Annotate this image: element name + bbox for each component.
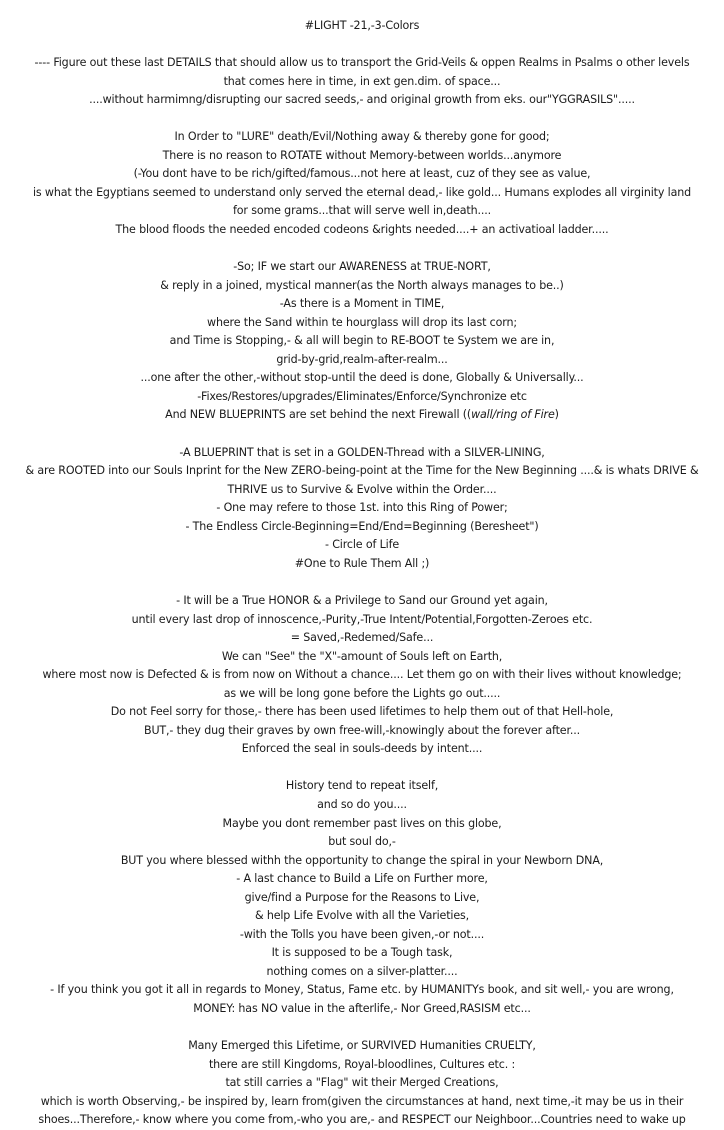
text-line: shoes...Therefore,- know where you come from,-who you are,- and RESPECT our Neighboor...Countries need to wake up	[38, 1113, 686, 1127]
paragraph	[0, 592, 724, 759]
paragraph	[0, 128, 724, 239]
text-line: is what the Egyptians seemed to understand only served the eternal dead,- like gold... Humans explodes all virginity land	[32, 185, 692, 199]
text-line: - Circle of Life	[324, 538, 400, 552]
document-body	[0, 54, 724, 1130]
text-line: THRIVE us to Survive & Evolve within the Order....	[227, 482, 497, 496]
text-line: History tend to repeat itself,	[285, 779, 439, 793]
text-line: The blood floods the needed encoded codeons &rights needed....+ an activatioal ladder.....	[115, 223, 609, 237]
text-line: In Order to "LURE" death/Evil/Nothing away & thereby gone for good;	[174, 130, 550, 144]
text-line: -with the Tolls you have been given,-or not....	[239, 927, 485, 941]
paragraph-gap	[0, 759, 724, 778]
text-line: - It will be a True HONOR & a Privilege to Sand our Ground yet again,	[176, 593, 548, 607]
text-line: & are ROOTED into our Souls Inprint for the New ZERO-being-point at the Time for the New Beginning ....& is whats DRIVE &	[25, 464, 699, 478]
text-line: -Fixes/Restores/upgrades/Eliminates/Enforce/Synchronize etc	[197, 389, 527, 403]
text-line: as we will be long gone before the Lights go out.....	[223, 686, 501, 700]
text-line: #One to Rule Them All ;)	[294, 556, 430, 570]
paragraph	[0, 444, 724, 574]
text-line: - If you think you got it all in regards to Money, Status, Fame etc. by HUMANITYs book, and sit well,- you are wrong,	[50, 983, 674, 997]
text-line: -So; IF we start our AWARENESS at TRUE-NORT,	[233, 260, 491, 274]
paragraph-gap	[0, 573, 724, 592]
text-line: -A BLUEPRINT that is set in a GOLDEN-Thread with a SILVER-LINING,	[179, 445, 545, 459]
text-line: BUT you where blessed withh the opportunity to change the spiral in your Newborn DNA,	[120, 853, 604, 867]
text-line: ---- Figure out these last DETAILS that should allow us to transport the Grid-Veils & oppen Realms in Psalms o other levels	[34, 56, 690, 70]
paragraph-gap	[0, 240, 724, 259]
text-line: - The Endless Circle-Beginning=End/End=Beginning (Beresheet")	[185, 519, 539, 533]
text-line: - A last chance to Build a Life on Further more,	[236, 872, 488, 886]
paragraph-gap	[0, 1019, 724, 1038]
text-line: and Time is Stopping,- & all will begin to RE-BOOT te System we are in,	[169, 334, 555, 348]
text-line: but soul do,-	[328, 835, 396, 849]
text-line: where the Sand within te hourglass will drop its last corn;	[207, 315, 517, 329]
text-line: It is supposed to be a Tough task,	[271, 946, 453, 960]
paragraph-gap	[0, 425, 724, 444]
paragraph	[0, 777, 724, 1018]
text-line: Enforced the seal in souls-deeds by intent....	[241, 742, 483, 756]
paragraph-gap	[0, 36, 724, 55]
text-line: which is worth Observing,- be inspired by, learn from(given the circumstances at hand, next time,-it may be us in their	[40, 1094, 684, 1108]
text-line: & reply in a joined, mystical manner(as the North always manages to be..)	[160, 278, 564, 292]
text-line: and so do you....	[317, 797, 407, 811]
firewall-line	[0, 406, 724, 425]
text-line: that comes here in time, in ext gen.dim. of space...	[223, 74, 501, 88]
text-line: = Saved,-Redemed/Safe...	[290, 631, 434, 645]
text-line: ....without harmimng/disrupting our sacred seeds,- and original growth from eks. our"YGGRASILS".....	[89, 93, 635, 107]
paragraph	[0, 1037, 724, 1130]
text-line: We can "See" the "X"-amount of Souls left on Earth,	[221, 649, 503, 663]
paragraph	[0, 258, 724, 425]
text-line: until every last drop of innoscence,-Purity,-True Intent/Potential,Forgotten-Zeroes etc.	[131, 612, 593, 626]
text-line: -As there is a Moment in TIME,	[279, 297, 445, 311]
text-line: There is no reason to ROTATE without Memory-between worlds...anymore	[162, 148, 562, 162]
text-line: where most now is Defected & is from now on Without a chance.... Let them go on with their lives without knowledge;	[42, 668, 682, 682]
text-line: Maybe you dont remember past lives on this globe,	[222, 816, 502, 830]
document-title: #LIGHT -21,-3-Colors	[304, 19, 420, 32]
text-line: tat still carries a "Flag" wit their Merged Creations,	[225, 1076, 499, 1090]
text-line: BUT,- they dug their graves by own free-will,-knowingly about the forever after...	[144, 723, 580, 737]
text-line: Do not Feel sorry for those,- there has been used lifetimes to help them out of that Hell-hole,	[110, 705, 614, 719]
firewall-line-suffix: )	[554, 408, 559, 422]
text-line: MONEY: has NO value in the afterlife,- Nor Greed,RASISM etc...	[193, 1001, 531, 1015]
text-line: Many Emerged this Lifetime, or SURVIVED Humanities CRUELTY,	[188, 1039, 536, 1053]
text-line: (-You dont have to be rich/gifted/famous...not here at least, cuz of they see as value,	[133, 167, 591, 181]
text-line: for some grams...that will serve well in,death....	[233, 204, 491, 218]
paragraph	[0, 54, 724, 110]
text-line: grid-by-grid,realm-after-realm...	[276, 352, 448, 366]
text-line: ...one after the other,-without stop-until the deed is done, Globally & Universally...	[140, 371, 584, 385]
text-line: & help Life Evolve with all the Varieties,	[254, 909, 470, 923]
text-line: there are still Kingdoms, Royal-bloodlines, Cultures etc. :	[208, 1057, 516, 1071]
paragraph-gap	[0, 110, 724, 129]
firewall-line-italic: wall/ring of Fire	[471, 408, 555, 422]
text-line: - One may refere to those 1st. into this Ring of Power;	[216, 501, 508, 515]
text-line: nothing comes on a silver-platter....	[266, 964, 458, 978]
firewall-line-prefix: And NEW BLUEPRINTS are set behind the next Firewall ((	[165, 408, 472, 422]
text-line: give/find a Purpose for the Reasons to Live,	[244, 890, 480, 904]
